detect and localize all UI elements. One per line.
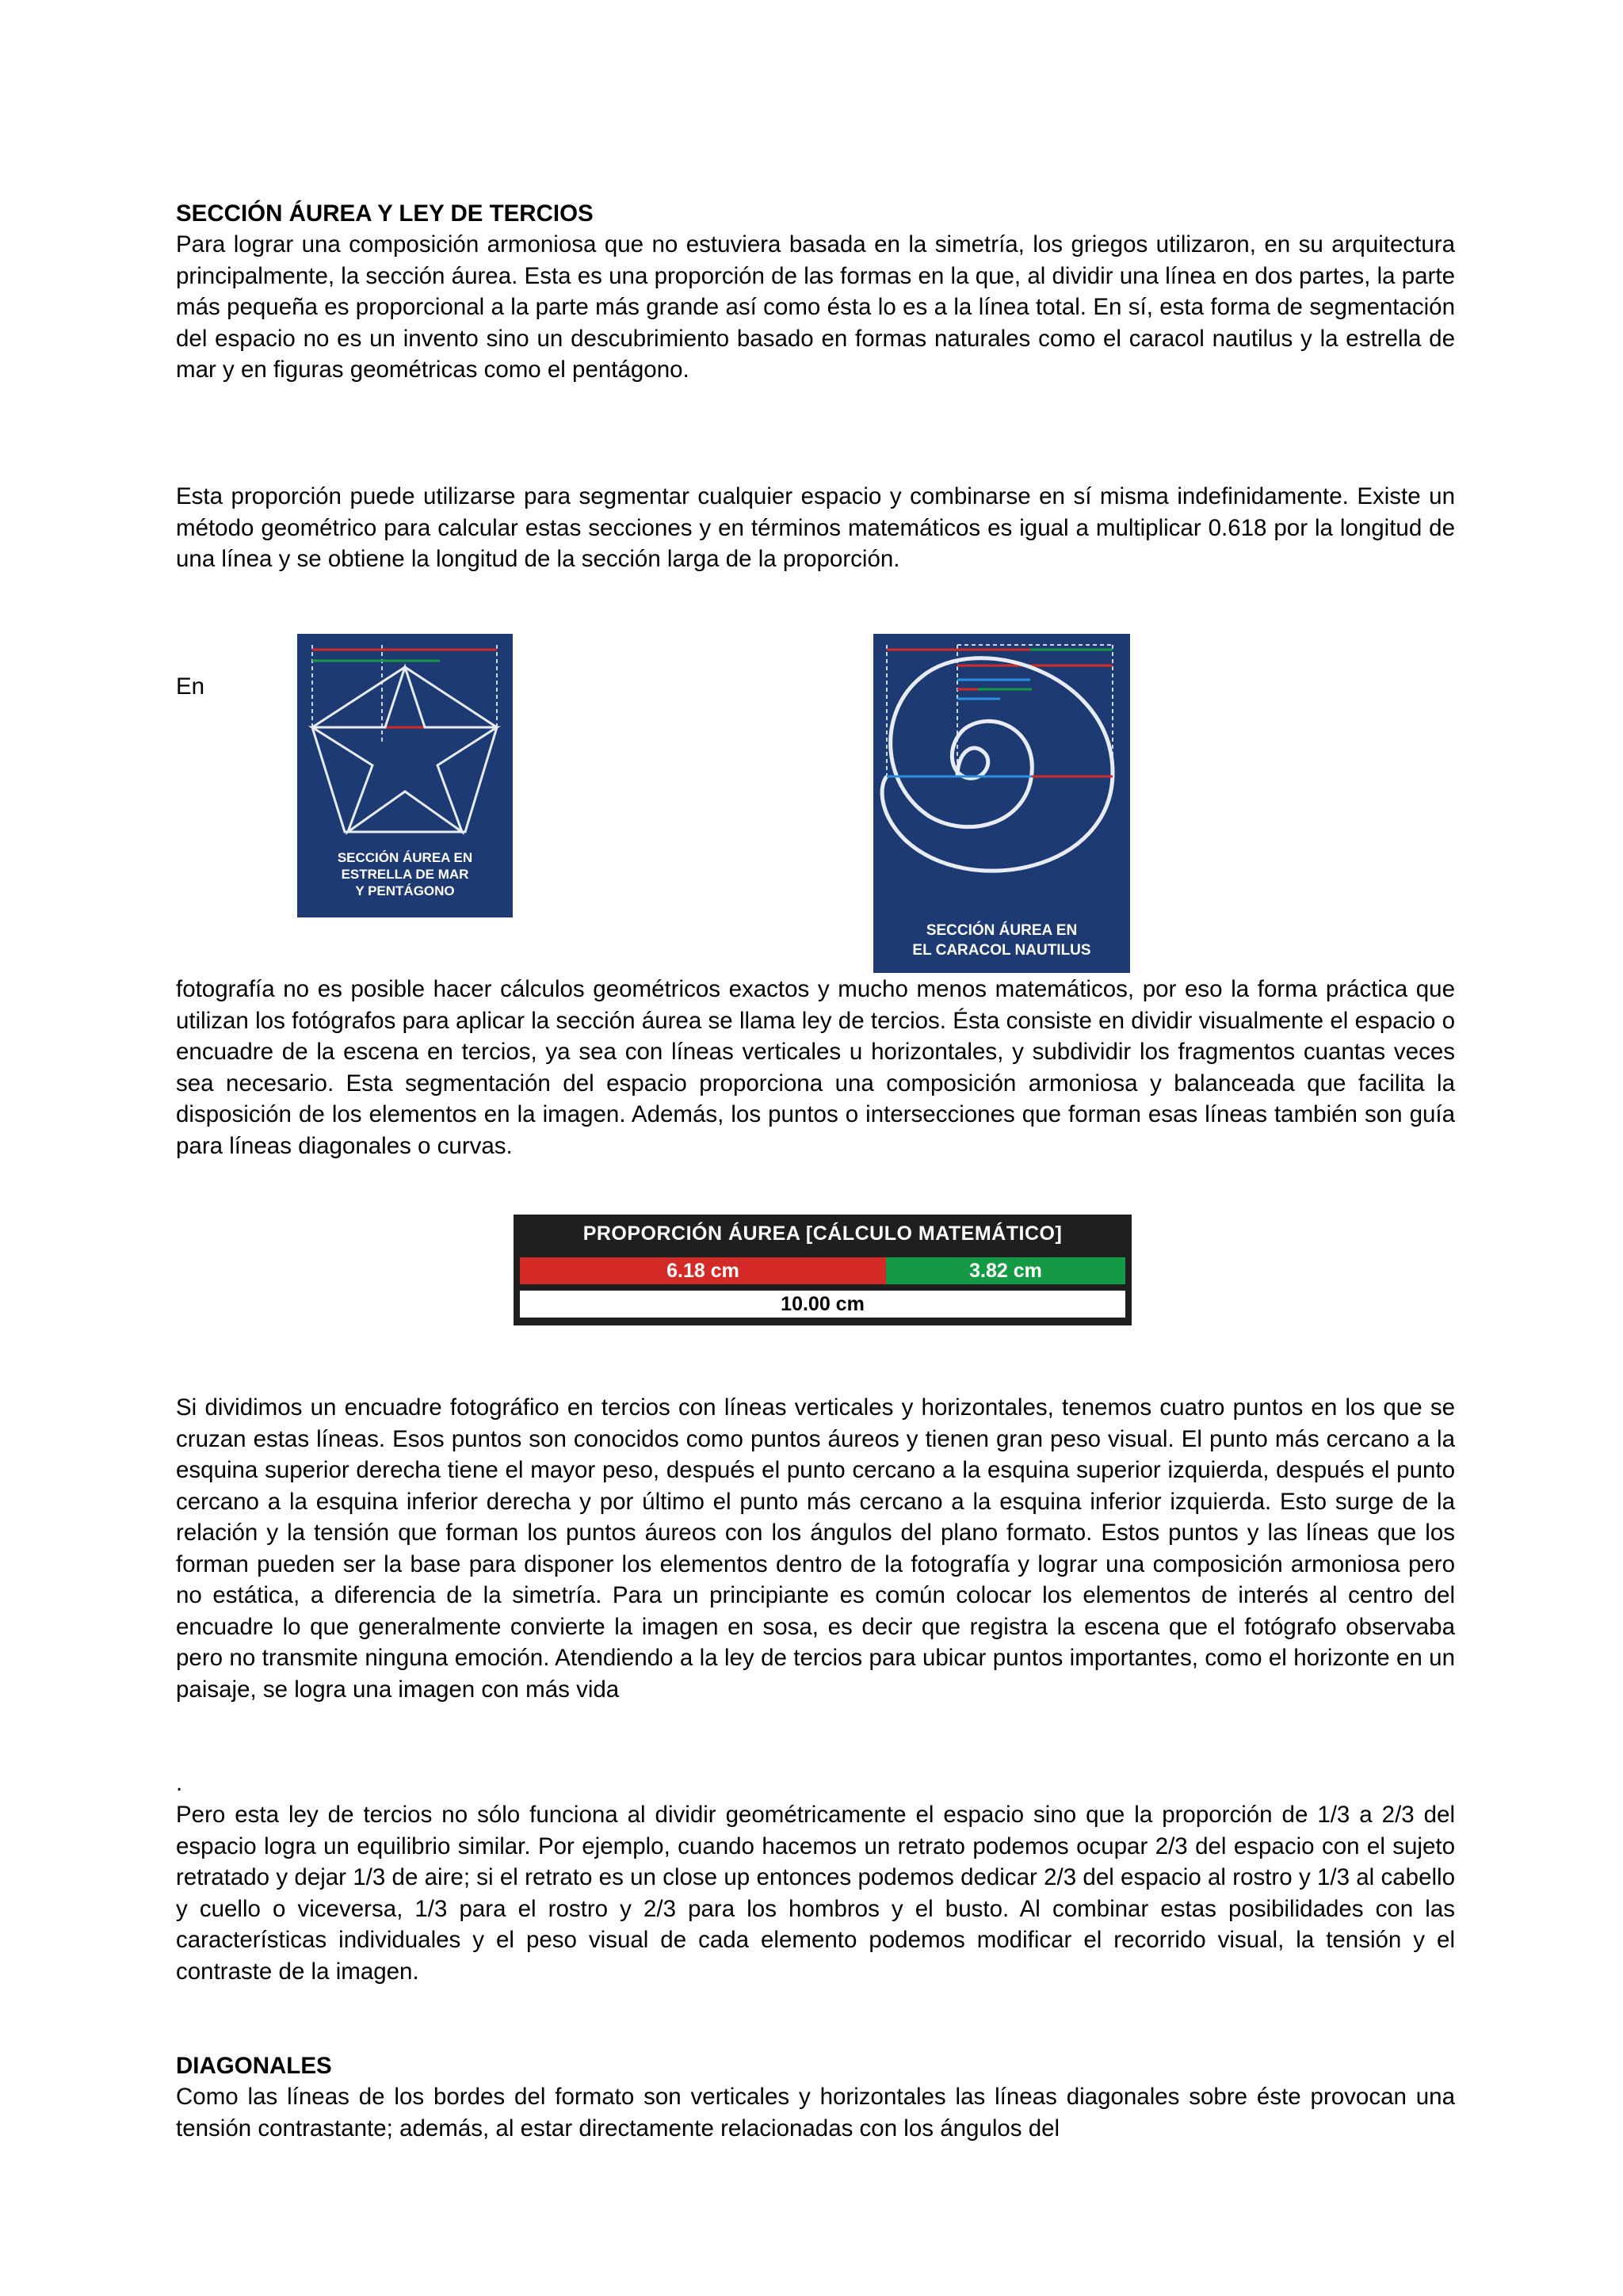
bar-total-segment: 10.00 cm [520, 1291, 1125, 1318]
paragraph-thirds-proportion: Pero esta ley de tercios no sólo funciona al dividir geométricamente el espacio sino que la proporción de 1/3 a 2/3 del espacio logra un equilibrio similar. Por ejemplo, cuando hacemos un retrato podemos ocupar 2/3 del espacio con el sujeto retratado y dejar 1/3 de aire; si el retrato es un close up entonces podemos dedicar 2/3 del espacio al rostro y 1/3 al cabello y cuello o viceversa, 1/3 para el rostro y 2/3 para los hombros y el busto. Al combinar estas posibilidades con las características individuales y el peso visual de cada elemento podemos modificar el recorrido visual, la tensión y el contraste de la imagen. [176, 1802, 1455, 1985]
figure-golden-proportion-bar [514, 1215, 1132, 1325]
figure-nautilus [873, 634, 1130, 973]
section-heading-diagonals: DIAGONALES [176, 2053, 332, 2079]
bar-short-segment: 3.82 cm [886, 1257, 1125, 1284]
star-caption-line-3: Y PENTÁGONO [355, 883, 455, 898]
paragraph-rule-of-thirds: fotografía no es posible hacer cálculos geométricos exactos y mucho menos matemáticos, por eso la forma práctica que utilizan los fotógrafos para aplicar la sección áurea se llama ley de tercios. Ésta consiste en dividir visualmente el espacio o encuadre de la escena en tercios, ya sea con líneas verticales u horizontales, y subdividir los fragmentos cuantas veces sea necesario. Esta segmentación del espacio proporciona una composición armoniosa y balanceada que facilita la disposición de los elementos en la imagen. Además, los puntos o intersecciones que forman esas líneas también son guía para líneas diagonales o curvas. [176, 976, 1455, 1159]
star-caption-line-1: SECCIÓN ÁUREA EN [337, 850, 473, 865]
paragraph-proportion: Esta proporción puede utilizarse para segmentar cualquier espacio y combinarse en sí misma indefinidamente. Existe un método geométrico para calcular estas secciones y en términos matemáticos es igual a multiplicar 0.618 por la longitud de una línea y se obtiene la longitud de la sección larga de la proporción. [176, 483, 1455, 572]
nautilus-caption [873, 921, 1130, 960]
nautilus-caption-line-2: EL CARACOL NAUTILUS [912, 942, 1091, 959]
section-heading-golden-section: SECCIÓN ÁUREA Y LEY DE TERCIOS [176, 200, 594, 227]
star-caption-line-2: ESTRELLA DE MAR [341, 867, 469, 882]
star-caption [297, 849, 513, 899]
paragraph-en: En [176, 673, 205, 700]
figure-star-pentagon [297, 634, 513, 917]
nautilus-caption-line-1: SECCIÓN ÁUREA EN [926, 922, 1078, 939]
bar-title: PROPORCIÓN ÁUREA [CÁLCULO MATEMÁTICO] [582, 1222, 1063, 1245]
paragraph-dot: . [176, 1770, 183, 1796]
paragraph-golden-points: Si dividimos un encuadre fotográfico en tercios con líneas verticales y horizontales, tenemos cuatro puntos en los que se cruzan estas líneas. Esos puntos son conocidos como puntos áureos y tienen gran peso visual. El punto más cercano a la esquina superior derecha tiene el mayor peso, después el punto cercano a la esquina superior izquierda, después el punto cercano a la esquina inferior derecha y por último el punto más cercano a la esquina inferior izquierda. Esto surge de la relación y la tensión que forman los puntos áureos con los ángulos del plano formato. Estos puntos y las líneas que los forman pueden ser la base para disponer los elementos dentro de la fotografía y lograr una composición armoniosa pero no estática, a diferencia de la simetría. Para un principiante es común colocar los elementos de interés al centro del encuadre lo que generalmente convierte la imagen en sosa, es decir que registra la escena que el fotógrafo observaba pero no transmite ninguna emoción. Atendiendo a la ley de tercios para ubicar puntos importantes, como el horizonte en un paisaje, se logra una imagen con más vida [176, 1394, 1455, 1703]
bar-long-segment: 6.18 cm [520, 1257, 886, 1284]
paragraph-diagonals: Como las líneas de los bordes del formato son verticales y horizontales las líneas diagonales sobre éste provocan una tensión contrastante; además, al estar directamente relacionadas con los ángulos del [176, 2084, 1455, 2142]
paragraph-intro: Para lograr una composición armoniosa que no estuviera basada en la simetría, los griegos utilizaron, en su arquitectura principalmente, la sección áurea. Esta es una proporción de las formas en la que, al dividir una línea en dos partes, la parte más pequeña es proporcional a la parte más grande así como ésta lo es a la línea total. En sí, esta forma de segmentación del espacio no es un invento sino un descubrimiento basado en formas naturales como el caracol nautilus y la estrella de mar y en figuras geométricas como el pentágono. [176, 231, 1455, 383]
